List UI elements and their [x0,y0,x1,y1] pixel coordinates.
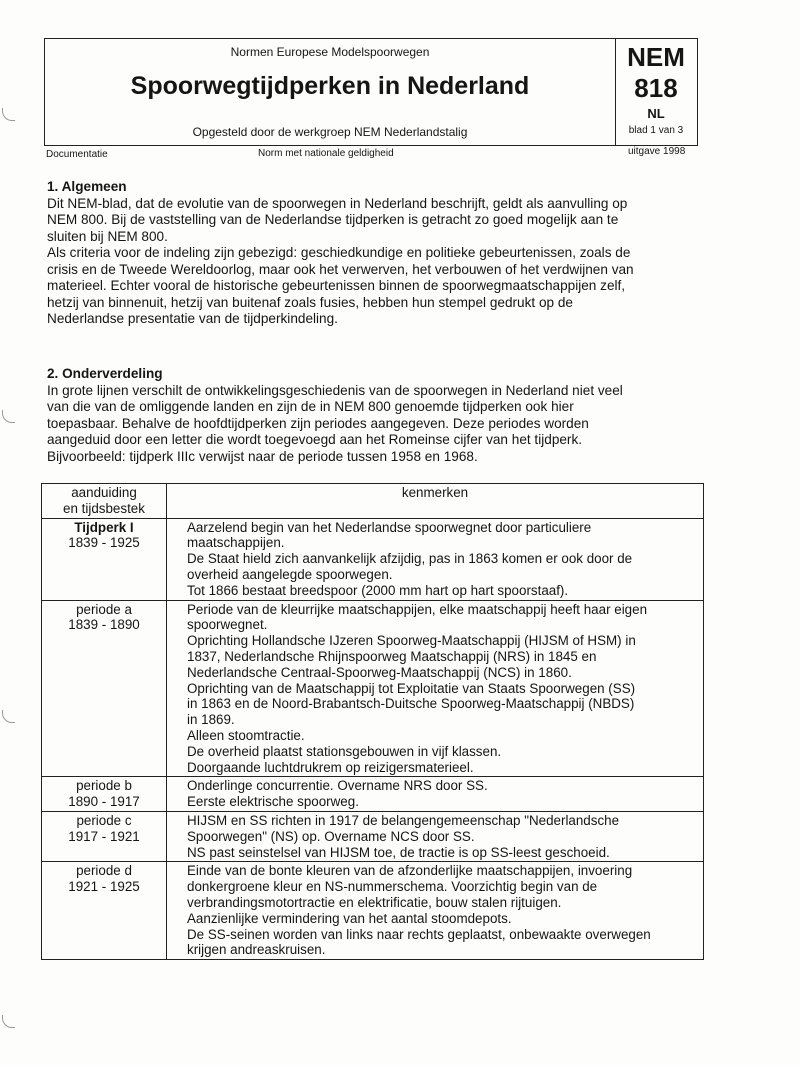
header-main [45,39,616,145]
paragraph-line: aangeduid door een letter die wordt toegevoegd aan het Romeinse cijfer van het tijdperk. [47,432,583,447]
table-row [42,518,704,600]
characteristic-line: Periode van de kleurrijke maatschappijen, elke maatschappij heeft haar eigen [187,601,648,617]
characteristic-line: Aarzelend begin van het Nederlandse spoorwegnet door particuliere [187,519,592,535]
document-category: Documentatie [46,149,108,160]
characteristic-line: Onderlinge concurrentie. Overname NRS door SS. [187,778,488,794]
characteristic-line: Eerste elektrische spoorweg. [187,794,359,810]
scan-mark [2,710,15,723]
characteristic-line: Oprichting Hollandsche IJzeren Spoorweg-Maatschappij (HIJSM of HSM) in [187,633,636,649]
paragraph-line: sluiten bij NEM 800. [47,228,168,244]
period-years: 1839 - 1925 [68,535,140,551]
characteristic-line: Nederlandsche Centraal-Spoorweg-Maatschappij (NCS) in 1860. [187,664,572,680]
characteristic-line: verbrandingsmotortractie en elektrificatie, bouw stalen rijtuigen. [187,894,562,910]
characteristic-line: De overheid plaatst stationsgebouwen in vijf klassen. [187,743,502,759]
characteristic-line: Oprichting van de Maatschappij tot Exploitatie van Staats Spoorwegen (SS) [187,680,636,696]
characteristic-line: overheid aangelegde spoorwegen. [187,566,393,582]
periods-table [41,483,704,960]
scan-mark [2,108,15,121]
characteristic-line: krijgen andreaskruisen. [187,942,326,958]
period-cell [42,811,167,861]
section-general [47,179,707,328]
characteristics-cell [167,777,704,812]
table-row [42,862,704,960]
period-name: periode d [76,863,132,879]
period-years: 1839 - 1890 [68,617,140,633]
characteristic-line: NS past seinstelsel van HIJSM toe, de tractie is op SS-leest geschoeid. [187,844,610,860]
characteristics-cell [167,518,704,600]
table-header-row [42,484,704,519]
period-name: periode b [76,778,132,794]
edition: uitgave 1998 [628,146,686,157]
period-years: 1921 - 1925 [68,879,140,895]
document-title: Spoorwegtijdperken in Nederland [130,72,530,100]
characteristic-line: 1837, Nederlandsche Rhijnspoorweg Maatschappij (NRS) in 1845 en [187,648,597,664]
header-box [44,38,698,146]
paragraph-line: crisis en de Tweede Wereldoorlog, maar ook het verwerven, het verbouwen of het verdwijnen van [47,261,634,277]
characteristic-line: Doorgaande luchtdrukrem op reizigersmaterieel. [187,759,474,775]
table-row [42,811,704,861]
period-cell [42,862,167,960]
paragraph-line: Bijvoorbeeld: tijdperk IIIc verwijst naar de periode tussen 1958 en 1968. [47,448,478,464]
paragraph-line: toepasbaar. Behalve de hoofdtijdperken zijn periodes aangegeven. Deze periodes worden [47,415,589,431]
paragraph-line: hetzij van binnenuit, hetzij van buitenaf zoals fusies, hebben hun stempel gedrukt op de [47,294,573,310]
paragraph-line: In grote lijnen verschilt de ontwikkelingsgeschiedenis van de spoorwegen in Nederland niet veel [47,382,623,398]
header-label: aanduiding [71,485,137,500]
paragraph-line: Als criteria voor de indeling zijn gebezigd: geschiedkundige en politieke gebeurtenissen, zoals de [47,245,631,260]
paragraph-line: materieel. Echter vooral de historische gebeurtenissen binnen de spoorwegmaatschappijen zelf, [47,278,626,293]
period-name: periode c [76,812,132,828]
language-code: NL [647,106,665,121]
characteristic-line: maatschappijen. [187,535,285,551]
period-years: 1917 - 1921 [68,828,140,844]
characteristic-line: De Staat hield zich aanvankelijk afzijdig, pas in 1863 komen er ook door de [187,551,633,567]
paragraph-line: Dit NEM-blad, dat de evolutie van de spoorwegen in Nederland beschrijft, geldt als aanvulling op [47,195,628,211]
header-characteristics: kenmerken [167,484,704,519]
characteristic-line: Spoorwegen" (NS) op. Overname NCS door SS. [187,828,475,844]
characteristic-line: Alleen stoomtractie. [187,727,305,743]
nem-label: NEM [627,42,685,72]
nem-number: 818 [634,73,678,103]
period-name: Tijdperk I [74,519,134,535]
characteristic-line: Einde van de bonte kleuren van de afzonderlijke maatschappijen, invoering [187,863,633,879]
characteristics-cell [167,600,704,777]
characteristic-line: donkergroene kleur en NS-nummerschema. Voorzichtig begin van de [187,879,598,895]
characteristic-line: Tot 1866 bestaat breedspoor (2000 mm hart op hart spoorstaaf). [187,582,569,598]
section-heading: 1. Algemeen [47,179,127,194]
characteristic-line: Aanzienlijke vermindering van het aantal stoomdepots. [187,910,512,926]
sheet-indicator: blad 1 van 3 [628,125,684,136]
characteristic-line: in 1863 en de Noord-Brabantsch-Duitsche Spoorweg-Maatschappij (NBDS) [187,696,635,712]
period-cell [42,777,167,812]
period-cell [42,600,167,777]
characteristics-cell [167,862,704,960]
characteristic-line: spoorwegnet. [187,617,268,633]
author-line: Opgesteld door de werkgroep NEM Nederlandstalig [192,125,468,139]
paragraph-line: van die van de omliggende landen en zijn de in NEM 800 genoemde tijdperken ook hier [47,399,574,414]
header-designation [42,484,167,519]
organization-name: Normen Europese Modelspoorwegen [230,45,430,59]
period-name: periode a [76,601,132,617]
table-row [42,600,704,777]
characteristic-line: De SS-seinen worden van links naar rechts geplaatst, onbewaakte overwegen [187,926,651,942]
table-row [42,777,704,812]
section-subdivision [47,366,707,465]
norm-validity: Norm met nationale geldigheid [258,148,394,159]
header-label: en tijdsbestek [63,500,145,516]
characteristic-line: HIJSM en SS richten in 1917 de belangengemeenschap "Nederlandsche [187,812,620,828]
paragraph-line: NEM 800. Bij de vaststelling van de Nederlandse tijdperken is getracht zo goed mogelijk aan te [47,212,619,227]
nem-id-panel [615,39,697,145]
period-years: 1890 - 1917 [68,794,140,810]
section-heading: 2. Onderverdeling [47,366,163,381]
scan-mark [2,410,15,423]
paragraph-line: Nederlandse presentatie van de tijdperkindeling. [47,311,338,326]
period-cell [42,518,167,600]
characteristics-cell [167,811,704,861]
scan-mark [2,1015,15,1028]
characteristic-line: in 1869. [187,712,235,728]
